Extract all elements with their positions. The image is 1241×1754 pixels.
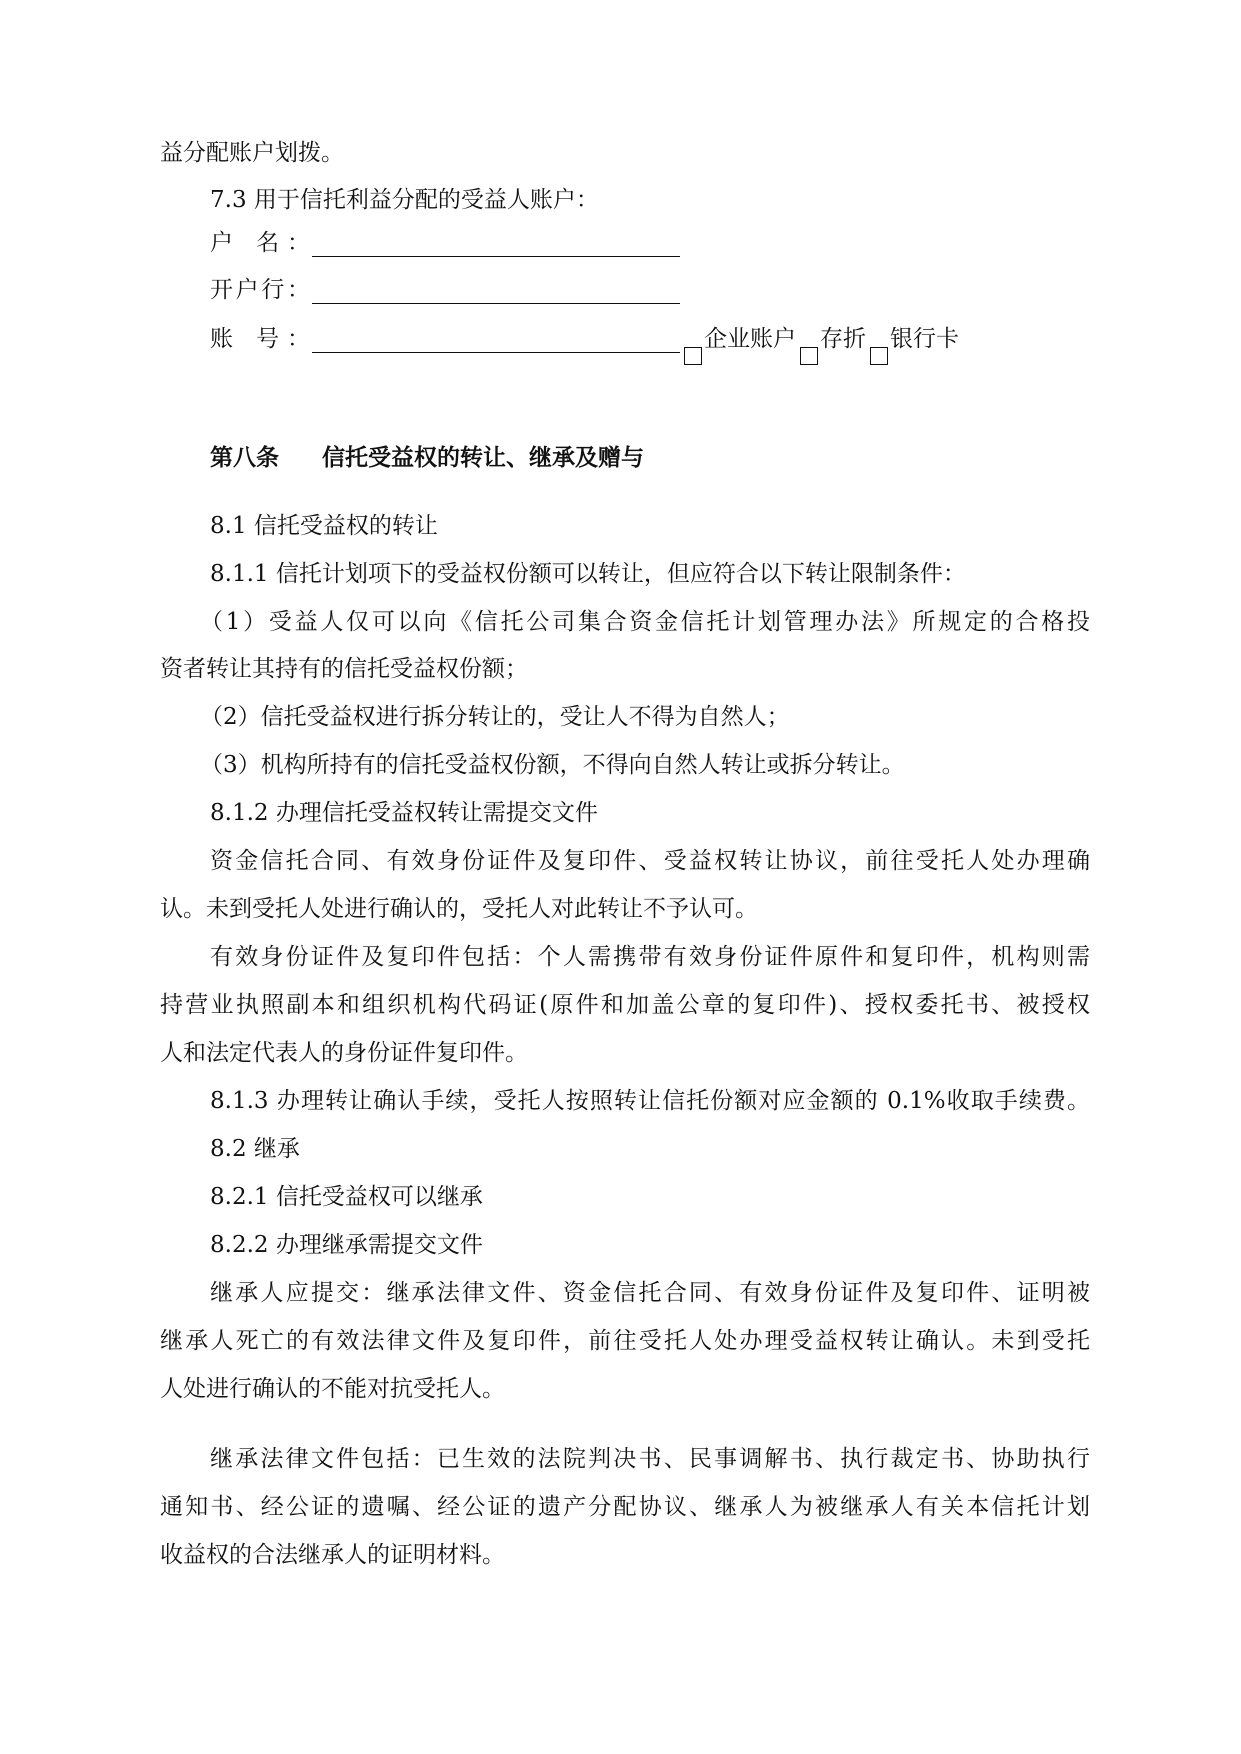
option-corporate-label: 企业账户: [704, 326, 796, 352]
paragraph-line: 益分配账户划拨。: [160, 140, 344, 166]
article-8-heading: [210, 435, 644, 482]
account-number-row: [210, 316, 959, 363]
checkbox-passbook[interactable]: [800, 347, 818, 365]
account-number-blank[interactable]: [312, 352, 680, 353]
account-name-blank[interactable]: [312, 256, 680, 257]
paragraph-line: 人处进行确认的不能对抗受托人。: [160, 1376, 505, 1402]
section-8-2-title: 8.2 继承: [210, 1136, 300, 1162]
paragraph-line: 资者转让其持有的信托受益权份额；: [160, 656, 528, 682]
bank-label: 开户行：: [210, 277, 310, 303]
section-7-3-title: 7.3 用于信托利益分配的受益人账户：: [210, 187, 599, 213]
option-passbook-label: 存折: [820, 326, 866, 352]
checkbox-bank-card[interactable]: [870, 347, 888, 365]
bank-blank[interactable]: [312, 303, 680, 304]
bank-row: [210, 267, 680, 314]
paragraph-line: 资金信托合同、有效身份证件及复印件、受益权转让协议，前往受托人处办理确: [210, 848, 1090, 874]
option-bank-card-label: 银行卡: [890, 326, 959, 352]
paragraph-line: 人和法定代表人的身份证件复印件。: [160, 1040, 528, 1066]
paragraph-line: 通知书、经公证的遗嘱、经公证的遗产分配协议、继承人为被继承人有关本信托计划: [160, 1494, 1090, 1520]
paragraph-line: 8.1.1 信托计划项下的受益权份额可以转让，但应符合以下转让限制条件：: [210, 561, 966, 587]
paragraph-line: 收益权的合法继承人的证明材料。: [160, 1542, 505, 1568]
paragraph-line: 继承人应提交：继承法律文件、资金信托合同、有效身份证件及复印件、证明被: [210, 1280, 1090, 1306]
paragraph-line: 继承人死亡的有效法律文件及复印件，前往受托人处办理受益权转让确认。未到受托: [160, 1328, 1090, 1354]
paragraph-line: （2）信托受益权进行拆分转让的，受让人不得为自然人；: [200, 704, 790, 730]
section-8-1-title: 8.1 信托受益权的转让: [210, 513, 438, 539]
section-8-1-2-title: 8.1.2 办理信托受益权转让需提交文件: [210, 800, 598, 826]
section-8-2-1-title: 8.2.1 信托受益权可以继承: [210, 1184, 483, 1210]
paragraph-line: 持营业执照副本和组织机构代码证(原件和加盖公章的复印件)、授权委托书、被授权: [160, 992, 1090, 1018]
checkbox-corporate[interactable]: [684, 347, 702, 365]
article-number: 第八条: [210, 445, 279, 471]
account-number-label: 账 号：: [210, 326, 310, 352]
account-name-label: 户 名：: [210, 230, 310, 256]
account-name-row: [210, 220, 680, 267]
paragraph-line: 继承法律文件包括：已生效的法院判决书、民事调解书、执行裁定书、协助执行: [210, 1446, 1090, 1472]
paragraph-line: 8.1.3 办理转让确认手续，受托人按照转让信托份额对应金额的 0.1%收取手续费。: [210, 1088, 1090, 1114]
paragraph-line: （3）机构所持有的信托受益权份额，不得向自然人转让或拆分转让。: [200, 752, 905, 778]
article-title: 信托受益权的转让、继承及赠与: [322, 445, 644, 471]
paragraph-line: （1）受益人仅可以向《信托公司集合资金信托计划管理办法》所规定的合格投: [200, 609, 1090, 635]
section-8-2-2-title: 8.2.2 办理继承需提交文件: [210, 1232, 483, 1258]
paragraph-line: 认。未到受托人处进行确认的，受托人对此转让不予认可。: [160, 896, 758, 922]
paragraph-line: 有效身份证件及复印件包括：个人需携带有效身份证件原件和复印件，机构则需: [210, 944, 1090, 970]
